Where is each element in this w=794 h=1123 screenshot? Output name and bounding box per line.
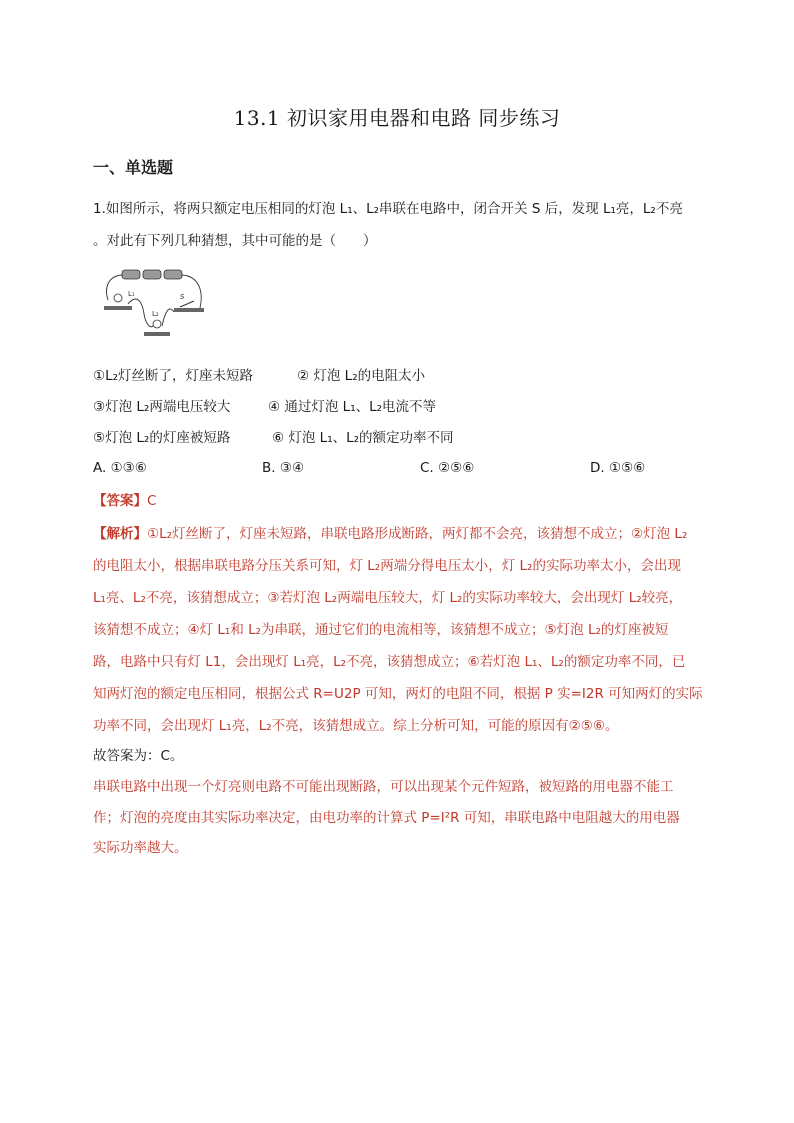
- lamp-l1-label: L₁: [128, 290, 135, 298]
- note-line-3: 实际功率越大。: [93, 840, 188, 856]
- option-d[interactable]: D. ①⑤⑥: [590, 460, 646, 476]
- analysis-line-4: 该猜想不成立；④灯 L₁和 L₂为串联，通过它们的电流相等，该猜想不成立；⑤灯泡 L₂的灯座被短: [93, 622, 669, 638]
- answer-value: C: [147, 493, 157, 509]
- battery-icon: [122, 270, 182, 279]
- page-title: 13.1 初识家用电器和电路 同步练习: [233, 106, 561, 130]
- guess-5: ⑤灯泡 L₂的灯座被短路: [93, 430, 231, 446]
- switch-label: S: [180, 293, 185, 301]
- question-text-line-2: 。对此有下列几种猜想，其中可能的是（ ）: [93, 233, 377, 249]
- analysis-conclusion: 故答案为：C。: [93, 748, 184, 764]
- analysis-line-5: 路，电路中只有灯 L1，会出现灯 L₁亮，L₂不亮，该猜想成立；⑥若灯泡 L₁、L₂的额定功率不同，已: [93, 654, 686, 670]
- analysis-line-1: [93, 524, 687, 544]
- analysis-line-6: 知两灯泡的额定电压相同，根据公式 R=U2P 可知，两灯的电阻不同，根据 P 实=I2R 可知两灯的实际: [93, 686, 703, 702]
- answer-label: 【答案】: [93, 493, 147, 509]
- guess-2: ② 灯泡 L₂的电阻太小: [297, 368, 426, 384]
- note-line-2: 作；灯泡的亮度由其实际功率决定，由电功率的计算式 P=I²R 可知，串联电路中电阻越大的用电器: [93, 810, 680, 826]
- analysis-text: ①L₂灯丝断了，灯座未短路，串联电路形成断路，两灯都不会亮，该猜想不成立；②灯泡 L₂: [147, 526, 688, 542]
- lamp-l2-label: L₂: [152, 310, 159, 318]
- guess-6: ⑥ 灯泡 L₁、L₂的额定功率不同: [272, 430, 454, 446]
- option-a[interactable]: A. ①③⑥: [93, 460, 147, 476]
- guess-1: ①L₂灯丝断了，灯座未短路: [93, 368, 254, 384]
- section-heading: 一、单选题: [93, 158, 174, 177]
- guess-3: ③灯泡 L₂两端电压较大: [93, 399, 231, 415]
- analysis-line-2: 的电阻太小，根据串联电路分压关系可知，灯 L₂两端分得电压太小，灯 L₂的实际功率太小，会出现: [93, 558, 681, 574]
- answer-row: [93, 491, 156, 511]
- option-b[interactable]: B. ③④: [262, 460, 305, 476]
- switch-icon: [174, 301, 204, 312]
- guess-4: ④ 通过灯泡 L₁、L₂电流不等: [268, 399, 437, 415]
- option-c[interactable]: C. ②⑤⑥: [420, 460, 475, 476]
- lamp-l2-icon: [144, 320, 170, 336]
- circuit-diagram: [100, 268, 210, 348]
- analysis-label: 【解析】: [93, 526, 147, 542]
- analysis-line-7: 功率不同，会出现灯 L₁亮，L₂不亮，该猜想成立。综上分析可知，可能的原因有②⑤⑥。: [93, 718, 619, 734]
- question-text-line-1: 1.如图所示，将两只额定电压相同的灯泡 L₁、L₂串联在电路中，闭合开关 S 后，发现 L₁亮，L₂不亮: [93, 201, 683, 217]
- analysis-line-3: L₁亮、L₂不亮，该猜想成立；③若灯泡 L₂两端电压较大，灯 L₂的实际功率较大，会出现灯 L₂较亮，: [93, 590, 683, 606]
- note-line-1: 串联电路中出现一个灯亮则电路不可能出现断路，可以出现某个元件短路，被短路的用电器不能工: [93, 779, 674, 795]
